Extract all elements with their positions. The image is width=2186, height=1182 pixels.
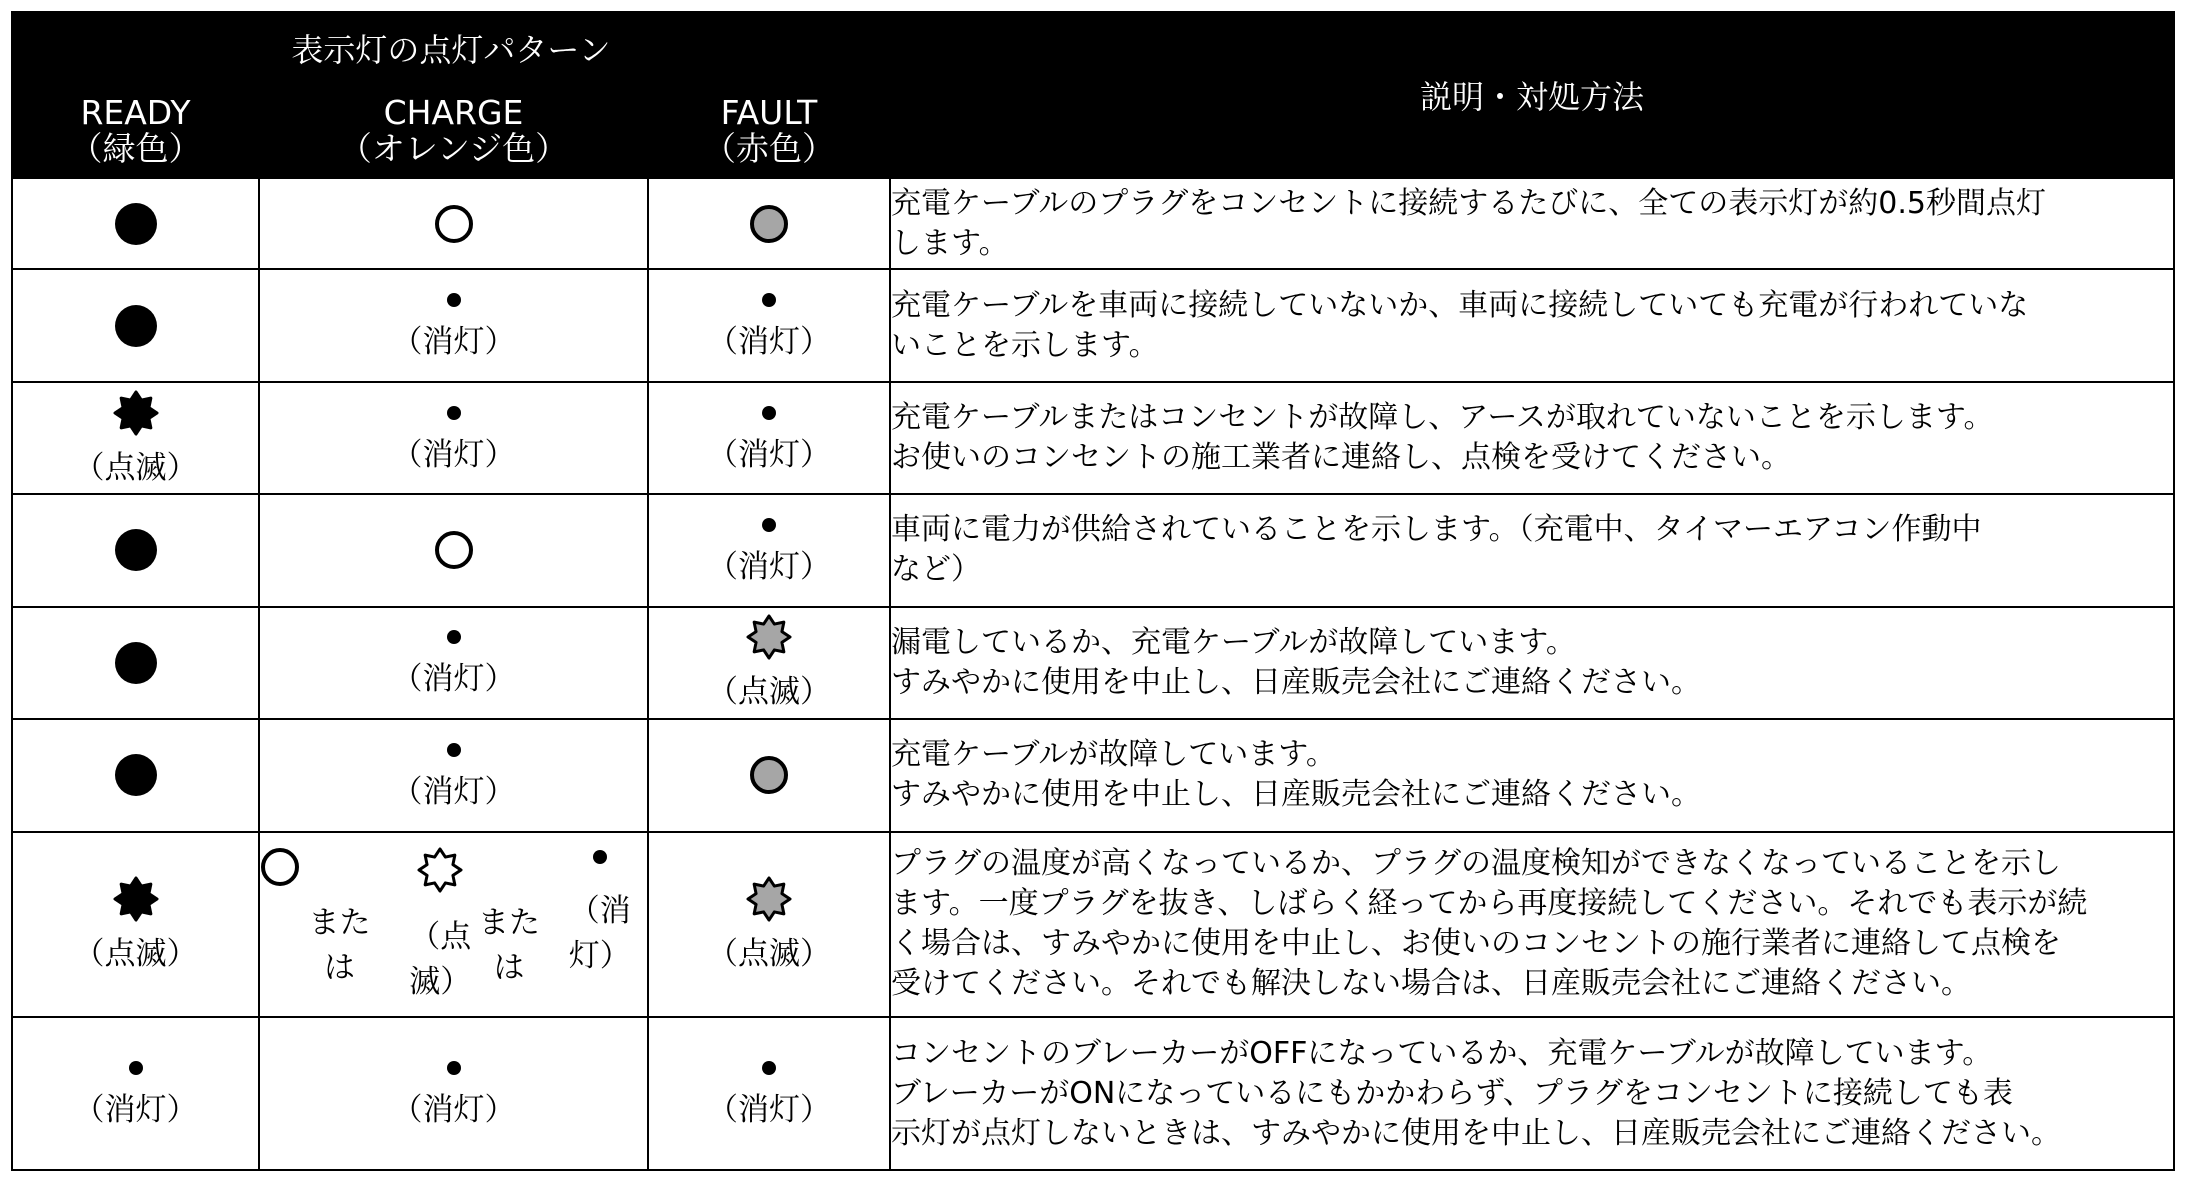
description-header: 説明・対処方法 [890, 12, 2174, 178]
charge-cell [259, 607, 648, 719]
table-row [12, 1017, 2174, 1170]
lamp-off-icon [759, 290, 779, 310]
lamp-off [260, 1058, 647, 1129]
charge-mixed-pattern [260, 847, 647, 1001]
ready-label: READY [80, 93, 191, 132]
charge-cell [259, 719, 648, 831]
description-cell [890, 382, 2174, 494]
description-cell [890, 269, 2174, 381]
charge-color: （オレンジ色） [338, 129, 569, 168]
description-line: 車両に電力が供給されていることを示します。（充電中、タイマーエアコン作動中 [891, 512, 1982, 548]
lamp-on [260, 530, 647, 570]
description-line: ブレーカーがONになっているにもかかわらず、プラグをコンセントに接続しても表 [891, 1075, 2013, 1111]
charge-label: CHARGE [383, 93, 524, 132]
lamp-off [260, 740, 647, 811]
table-row [12, 178, 2174, 269]
pattern-header: 表示灯の点灯パターン [12, 12, 890, 84]
ready-cell [12, 832, 259, 1018]
description-line: 充電ケーブルが故障しています。 [891, 737, 1336, 773]
lamp-on-icon [749, 755, 789, 795]
description-line: プラグの温度が高くなっているか、プラグの温度検知ができなくなっていることを示し [891, 846, 2061, 882]
off-label: （消灯） [707, 1092, 831, 1129]
lamp-on [260, 204, 647, 244]
lamp-off-icon [590, 847, 610, 867]
fault-cell [648, 719, 890, 831]
description-cell [890, 178, 2174, 269]
description-line: 充電ケーブルのプラグをコンセントに接続するたびに、全ての表示灯が約0.5秒間点灯 [891, 185, 2047, 221]
lamp-off [260, 403, 647, 474]
lamp-blink-icon [417, 847, 463, 893]
lamp-on [13, 526, 258, 574]
blink-label: （点滅） [707, 674, 831, 711]
lamp-on [13, 751, 258, 799]
lamp-off [649, 403, 889, 474]
description-line: 示灯が点灯しないときは、すみやかに使用を中止し、日産販売会社にご連絡ください。 [891, 1115, 2061, 1151]
lamp-off-icon [444, 403, 464, 423]
description-line: すみやかに使用を中止し、日産販売会社にご連絡ください。 [891, 777, 1701, 813]
description-line: など） [891, 552, 981, 588]
description-line: く場合は、すみやかに使用を中止し、お使いのコンセントの施行業者に連絡して点検を [891, 926, 2061, 962]
lamp-off-icon [444, 290, 464, 310]
description-line: 充電ケーブルまたはコンセントが故障し、アースが取れていないことを示します。 [891, 400, 1994, 436]
blink-label: （点滅） [73, 449, 198, 486]
off-label: （消灯） [391, 436, 516, 473]
fault-column-header [648, 84, 890, 178]
ready-cell [12, 719, 259, 831]
lamp-off [260, 290, 647, 361]
lamp-on-icon [434, 204, 474, 244]
blink-label: （点滅） [409, 919, 472, 1001]
indicator-table [11, 11, 2175, 1171]
description-line: いことを示します。 [891, 327, 1159, 363]
fault-cell [648, 607, 890, 719]
lamp-on-icon [112, 639, 160, 687]
lamp-off-icon [444, 740, 464, 760]
table-row [12, 719, 2174, 831]
lamp-on [260, 847, 300, 887]
fault-cell [648, 832, 890, 1018]
ready-cell [12, 178, 259, 269]
lamp-on [649, 755, 889, 795]
lamp-on [649, 204, 889, 244]
charge-cell [259, 178, 648, 269]
ready-color: （緑色） [69, 129, 202, 168]
off-label: （消灯） [707, 436, 831, 473]
table-row [12, 269, 2174, 381]
lamp-off [260, 627, 647, 698]
fault-cell [648, 494, 890, 606]
ready-cell [12, 269, 259, 381]
lamp-off-icon [444, 1058, 464, 1078]
lamp-off-icon [759, 403, 779, 423]
lamp-on-icon [112, 751, 160, 799]
off-label: （消灯） [707, 324, 831, 361]
lamp-off-icon [759, 515, 779, 535]
lamp-blink [649, 614, 889, 711]
lamp-off [552, 847, 647, 975]
off-label: （消灯） [391, 324, 516, 361]
charge-cell [259, 1017, 648, 1170]
blink-label: （点滅） [73, 935, 198, 972]
description-line: ます。一度プラグを抜き、しばらく経ってから再度接続してください。それでも表示が続 [891, 886, 2088, 922]
lamp-blink [13, 876, 258, 973]
lamp-on-icon [112, 302, 160, 350]
lamp-on [13, 200, 258, 248]
table-row [12, 832, 2174, 1018]
lamp-blink-icon [113, 390, 159, 436]
lamp-on-icon [749, 204, 789, 244]
charge-cell [259, 494, 648, 606]
fault-color: （赤色） [703, 129, 835, 168]
off-label: （消灯） [391, 661, 516, 698]
lamp-off [649, 290, 889, 361]
charge-cell [259, 382, 648, 494]
description-line: お使いのコンセントの施工業者に連絡し、点検を受けてください。 [891, 440, 1791, 476]
lamp-off [13, 1058, 258, 1129]
description-cell [890, 832, 2174, 1018]
fault-cell [648, 1017, 890, 1170]
ready-cell [12, 382, 259, 494]
fault-cell [648, 178, 890, 269]
description-cell [890, 494, 2174, 606]
lamp-on [13, 302, 258, 350]
or-text: または [308, 905, 371, 987]
lamp-off-icon [444, 627, 464, 647]
fault-label: FAULT [720, 93, 818, 132]
description-line: 漏電しているか、充電ケーブルが故障しています。 [891, 624, 1576, 660]
lamp-blink [649, 876, 889, 973]
ready-cell [12, 1017, 259, 1170]
table-row [12, 382, 2174, 494]
lamp-blink-icon [113, 876, 159, 922]
lamp-on-icon [112, 200, 160, 248]
lamp-off-icon [759, 1058, 779, 1078]
off-label: （消灯） [73, 1092, 198, 1129]
description-cell [890, 607, 2174, 719]
blink-label: （点滅） [707, 935, 831, 972]
charge-column-header [259, 84, 648, 178]
charge-cell [259, 269, 648, 381]
description-line: コンセントのブレーカーがOFFになっているか、充電ケーブルが故障しています。 [891, 1035, 1993, 1071]
lamp-off [649, 1058, 889, 1129]
lamp-off-icon [126, 1058, 146, 1078]
lamp-on-icon [112, 526, 160, 574]
lamp-blink-icon [746, 614, 792, 660]
fault-cell [648, 382, 890, 494]
lamp-on-icon [260, 847, 300, 887]
description-line: すみやかに使用を中止し、日産販売会社にご連絡ください。 [891, 664, 1701, 700]
fault-cell [648, 269, 890, 381]
off-label: （消灯） [391, 1092, 516, 1129]
off-label: （消灯） [568, 893, 631, 975]
lamp-off [649, 515, 889, 586]
lamp-blink [13, 390, 258, 487]
ready-cell [12, 494, 259, 606]
table-row [12, 607, 2174, 719]
description-cell [890, 719, 2174, 831]
lamp-on-icon [434, 530, 474, 570]
charge-cell [259, 832, 648, 1018]
or-text: または [477, 905, 540, 987]
description-line: 受けてください。それでも解決しない場合は、日産販売会社にご連絡ください。 [891, 966, 1971, 1002]
table-row [12, 494, 2174, 606]
ready-column-header [12, 84, 259, 178]
description-line: 充電ケーブルを車両に接続していないか、車両に接続していても充電が行われていな [891, 287, 2029, 323]
off-label: （消灯） [707, 548, 831, 585]
off-label: （消灯） [391, 773, 516, 810]
description-cell [890, 1017, 2174, 1170]
description-line: します。 [891, 225, 1009, 261]
lamp-blink-icon [746, 876, 792, 922]
ready-cell [12, 607, 259, 719]
lamp-on [13, 639, 258, 687]
